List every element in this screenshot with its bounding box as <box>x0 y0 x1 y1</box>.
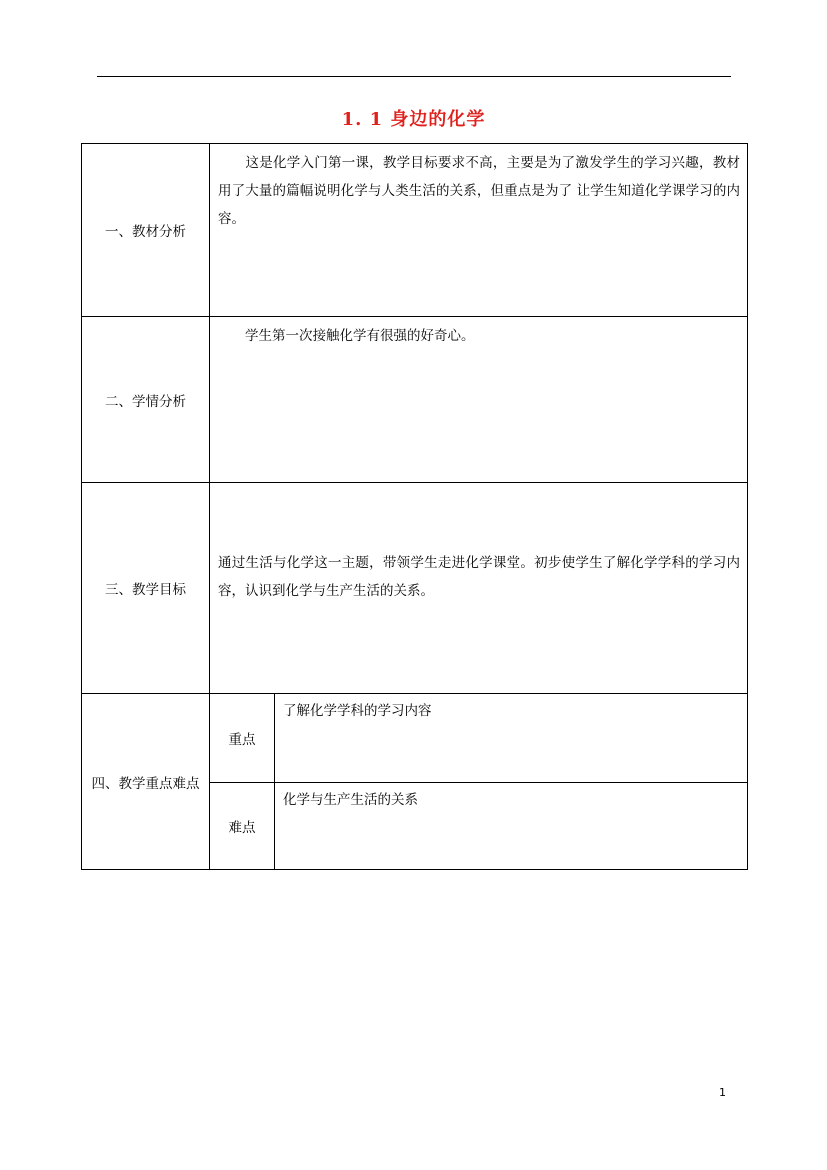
table-row-key-point <box>82 694 748 783</box>
row-label-student-analysis: 二、学情分析 <box>82 317 210 483</box>
row-content-textbook-analysis: 这是化学入门第一课，教学目标要求不高，主要是为了激发学生的学习兴趣，教材用了大量的篇幅说明化学与人类生活的关系，但重点是为了 让学生知道化学课学习的内容。 <box>210 144 748 317</box>
lesson-plan-table <box>81 143 748 870</box>
page-number: 1 <box>719 1086 726 1099</box>
row-label-teaching-goals: 三、教学目标 <box>82 483 210 694</box>
sub-content-key-point: 了解化学学科的学习内容 <box>275 694 748 783</box>
row-label-key-difficult-points: 四、教学重点难点 <box>82 694 210 870</box>
sub-label-key-point: 重点 <box>210 694 275 783</box>
row-label-textbook-analysis: 一、教材分析 <box>82 144 210 317</box>
table-row-teaching-goals <box>82 483 748 694</box>
sub-label-difficult-point: 难点 <box>210 783 275 870</box>
page-title: 1. 1 身边的化学 <box>341 109 486 130</box>
row-content-student-analysis: 学生第一次接触化学有很强的好奇心。 <box>210 317 748 483</box>
table-row-textbook-analysis <box>82 144 748 317</box>
table-row-student-analysis <box>82 317 748 483</box>
header-rule <box>97 76 731 77</box>
row-content-teaching-goals: 通过生活与化学这一主题，带领学生走进化学课堂。初步使学生了解化学学科的学习内容，认识到化学与生产生活的关系。 <box>210 483 748 694</box>
sub-content-difficult-point: 化学与生产生活的关系 <box>275 783 748 870</box>
